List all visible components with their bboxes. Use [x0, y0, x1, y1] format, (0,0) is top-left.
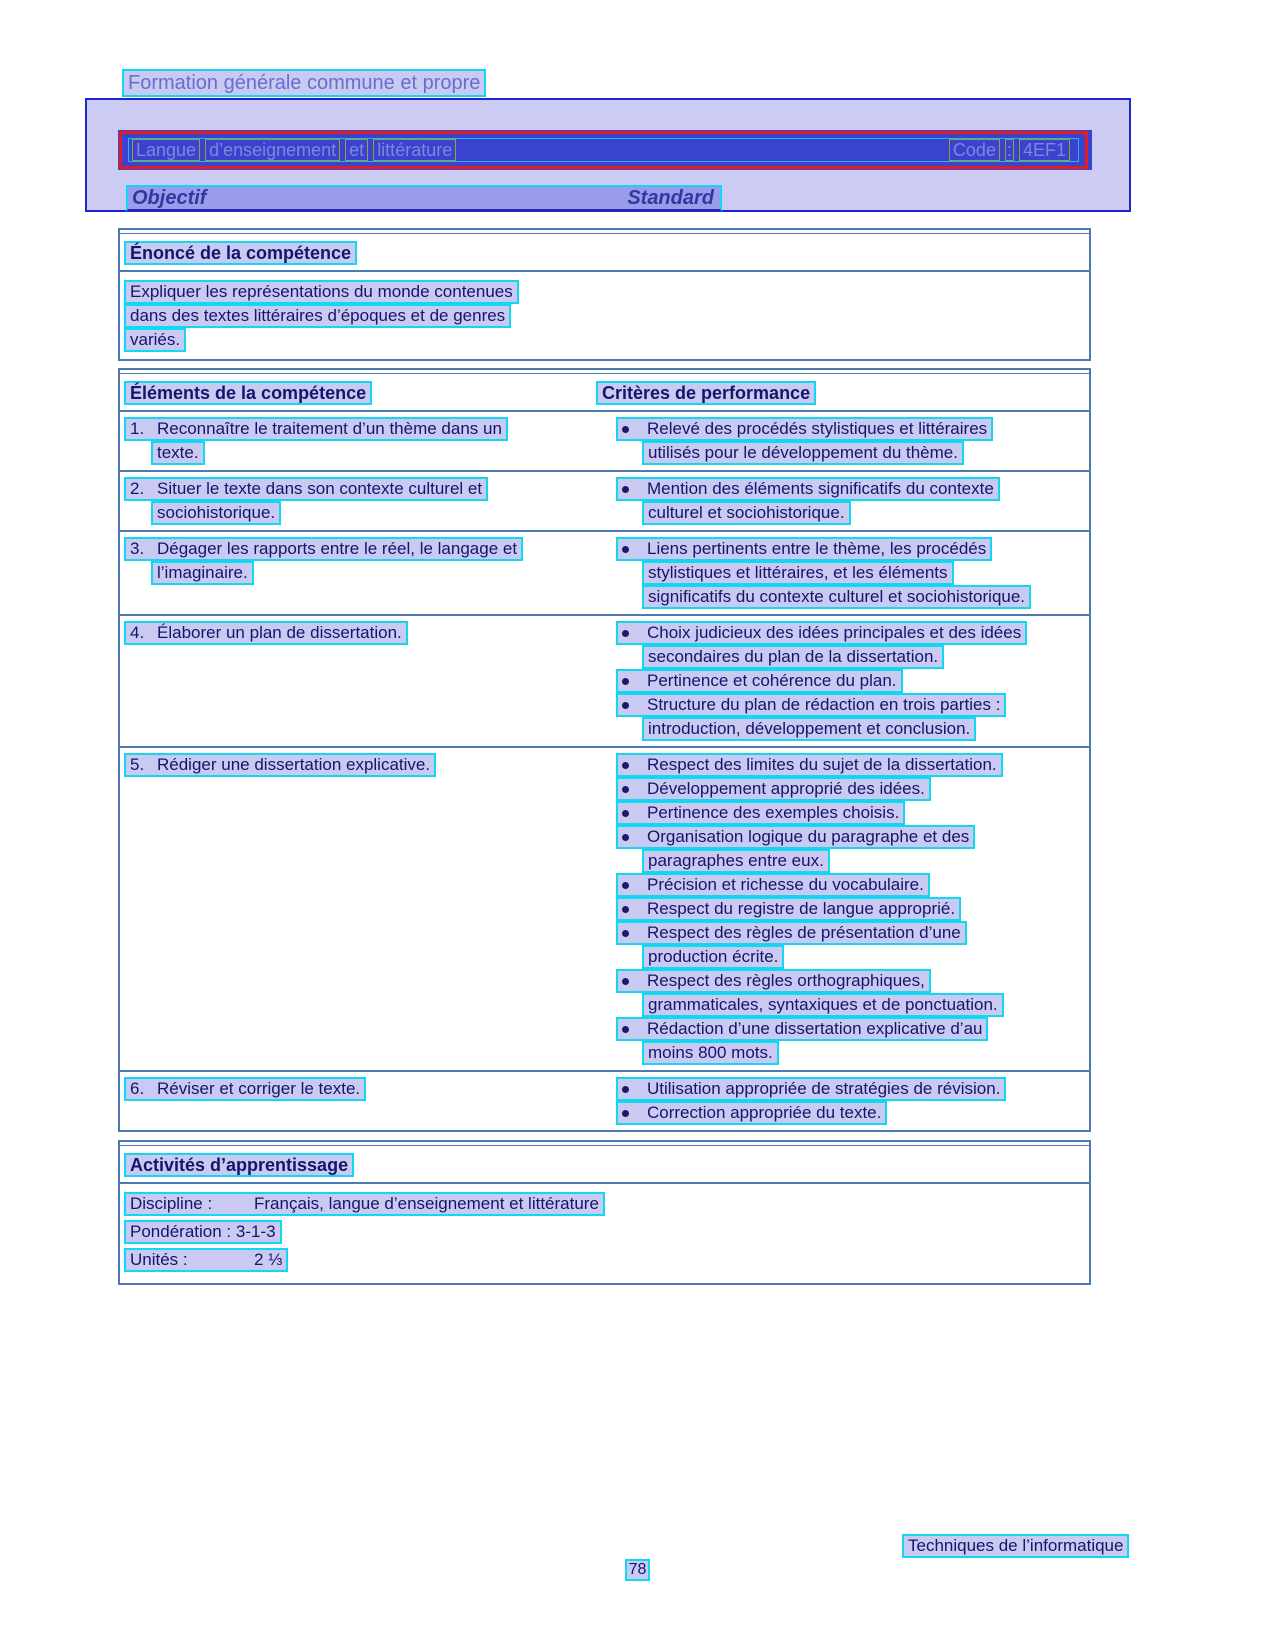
enonce-line	[124, 280, 1089, 304]
banner-text-row	[128, 138, 1079, 162]
criterion-line-text: Relevé des procédés stylistiques et littéraires	[616, 417, 993, 441]
enonce-line-text: dans des textes littéraires d’époques et de genres	[124, 304, 511, 328]
criterion-bullet	[622, 1103, 647, 1123]
criterion-line-text: secondaires du plan de la dissertation.	[642, 645, 944, 669]
activity-label: Pondération :	[130, 1222, 232, 1241]
criterion-line-text: significatifs du contexte culturel et sociohistorique.	[642, 585, 1031, 609]
banner-word: littérature	[373, 139, 456, 161]
criteria-cell	[592, 753, 1089, 1065]
bullet-icon	[622, 486, 629, 493]
element-cell	[120, 477, 592, 525]
criterion-line-text: Respect des règles de présentation d’une	[616, 921, 967, 945]
element-line	[124, 1077, 592, 1101]
criterion-bullet	[622, 1079, 647, 1099]
footer-program	[902, 1534, 1129, 1558]
code-colon: :	[1006, 140, 1012, 160]
criterion-bullet	[622, 875, 647, 895]
criterion-line-text: stylistiques et littéraires, et les éléments	[642, 561, 954, 585]
criterion-bullet	[622, 827, 647, 847]
criteria-cell	[592, 537, 1089, 609]
criterion-line	[616, 825, 1089, 849]
element-cell	[120, 1077, 592, 1125]
criterion-line	[616, 801, 1089, 825]
criterion-line-text: Pertinence des exemples choisis.	[616, 801, 905, 825]
element-line	[124, 417, 592, 441]
element-number: 3.	[130, 539, 145, 558]
bullet-icon	[622, 1086, 629, 1093]
elements-header: Éléments de la compétence	[124, 381, 372, 405]
criterion-bullet	[622, 539, 647, 559]
competence-row	[120, 746, 1089, 1070]
criterion-line-text: Liens pertinents entre le thème, les procédés	[616, 537, 992, 561]
criterion-line-text: Choix judicieux des idées principales et des idées	[616, 621, 1027, 645]
criterion-bullet	[622, 779, 647, 799]
element-line-text: 3. Dégager les rapports entre le réel, le langage et	[124, 537, 523, 561]
criterion-line	[616, 669, 1089, 693]
criterion-bullet	[622, 899, 647, 919]
criterion-line	[616, 477, 1089, 501]
criterion-line	[616, 969, 1089, 993]
banner-word: Langue	[132, 139, 200, 161]
element-line	[124, 537, 592, 561]
criterion-bullet	[622, 479, 647, 499]
standard-heading: Standard	[627, 186, 714, 209]
page-header	[122, 69, 486, 97]
activity-text	[124, 1248, 288, 1272]
bullet-icon	[622, 786, 629, 793]
element-line-text: 2. Situer le texte dans son contexte culturel et	[124, 477, 488, 501]
criterion-bullet	[622, 1019, 647, 1039]
enonce-line-text: variés.	[124, 328, 186, 352]
criterion-line-text: Rédaction d’une dissertation explicative d’au	[616, 1017, 988, 1041]
activity-text	[124, 1192, 605, 1216]
element-number: 4.	[130, 623, 145, 642]
criterion-line-text: grammaticales, syntaxiques et de ponctuation.	[642, 993, 1004, 1017]
criterion-bullet	[622, 755, 647, 775]
criterion-line-text: Mention des éléments significatifs du contexte	[616, 477, 1000, 501]
criterion-line-text: Respect des limites du sujet de la dissertation.	[616, 753, 1003, 777]
bullet-icon	[622, 978, 629, 985]
criteres-header: Critères de performance	[596, 381, 816, 405]
criterion-line	[642, 561, 1089, 585]
activites-header-row	[120, 1142, 1089, 1184]
criterion-line-text: Organisation logique du paragraphe et des	[616, 825, 975, 849]
element-line	[151, 441, 592, 465]
criterion-bullet	[622, 671, 647, 691]
criterion-line	[642, 585, 1089, 609]
element-line	[124, 753, 592, 777]
competence-row	[120, 530, 1089, 614]
criterion-line-text: Correction appropriée du texte.	[616, 1101, 887, 1125]
criteria-cell	[592, 621, 1089, 741]
bullet-icon	[622, 834, 629, 841]
criterion-line-text: Utilisation appropriée de stratégies de révision.	[616, 1077, 1006, 1101]
element-line-text: 6. Réviser et corriger le texte.	[124, 1077, 366, 1101]
element-line-text: 4. Élaborer un plan de dissertation.	[124, 621, 408, 645]
element-cell	[120, 753, 592, 1065]
element-cell	[120, 537, 592, 609]
activity-row	[124, 1248, 1089, 1276]
banner-word: d’enseignement	[205, 139, 340, 161]
banner-word: et	[345, 139, 368, 161]
banner-red-frame	[119, 131, 1088, 169]
enonce-header-row	[120, 230, 1089, 272]
criterion-line-text: Respect des règles orthographiques,	[616, 969, 931, 993]
criterion-line	[616, 621, 1089, 645]
enonce-line	[124, 304, 1089, 328]
criterion-line	[642, 945, 1089, 969]
activity-row	[124, 1220, 1089, 1248]
competence-row	[120, 614, 1089, 746]
criterion-line	[616, 693, 1089, 717]
competence-rows	[120, 410, 1089, 1130]
criterion-line	[642, 501, 1089, 525]
element-cell	[120, 621, 592, 741]
criterion-line-text: utilisés pour le développement du thème.	[642, 441, 964, 465]
bullet-icon	[622, 630, 629, 637]
element-number: 1.	[130, 419, 145, 438]
criteria-cell	[592, 1077, 1089, 1125]
competence-row	[120, 410, 1089, 470]
criterion-bullet	[622, 419, 647, 439]
bullet-icon	[622, 1026, 629, 1033]
code-value: 4EF1	[1019, 139, 1070, 161]
criterion-line-text: introduction, développement et conclusion.	[642, 717, 976, 741]
criteria-cell	[592, 477, 1089, 525]
bullet-icon	[622, 810, 629, 817]
footer-program-text: Techniques de l’informatique	[902, 1534, 1129, 1558]
enonce-body	[120, 272, 1089, 359]
criterion-line	[616, 1101, 1089, 1125]
bullet-icon	[622, 882, 629, 889]
course-title	[132, 139, 461, 161]
competence-row	[120, 470, 1089, 530]
code-label: Code	[949, 139, 1000, 161]
criterion-line-text: moins 800 mots.	[642, 1041, 779, 1065]
activites-header: Activités d’apprentissage	[124, 1153, 354, 1177]
bullet-icon	[622, 1110, 629, 1117]
activity-text	[124, 1220, 282, 1244]
criteria-cell	[592, 417, 1089, 465]
criterion-line-text: Précision et richesse du vocabulaire.	[616, 873, 930, 897]
criterion-line	[642, 849, 1089, 873]
criterion-line	[616, 417, 1089, 441]
bullet-icon	[622, 702, 629, 709]
element-number: 6.	[130, 1079, 145, 1098]
activity-row	[124, 1192, 1089, 1220]
element-line-text: sociohistorique.	[151, 501, 281, 525]
activity-label: Unités :	[130, 1250, 188, 1269]
criterion-line	[642, 1041, 1089, 1065]
page-number: 78	[625, 1559, 651, 1581]
criterion-line	[642, 441, 1089, 465]
criterion-line-text: culturel et sociohistorique.	[642, 501, 851, 525]
activites-table	[118, 1140, 1091, 1285]
bullet-icon	[622, 426, 629, 433]
criterion-bullet	[622, 923, 647, 943]
activity-value: 2 ⅓	[254, 1250, 283, 1269]
activites-body	[120, 1184, 1089, 1283]
element-line-text: l’imaginaire.	[151, 561, 254, 585]
enonce-table	[118, 228, 1091, 361]
criterion-bullet	[622, 695, 647, 715]
criterion-line	[616, 1017, 1089, 1041]
criterion-line	[642, 645, 1089, 669]
course-code	[949, 139, 1075, 161]
page-header-text: Formation générale commune et propre	[122, 69, 486, 97]
criterion-line-text: production écrite.	[642, 945, 784, 969]
criterion-line-text: Développement approprié des idées.	[616, 777, 931, 801]
criterion-line	[616, 753, 1089, 777]
title-block	[85, 98, 1131, 212]
bullet-icon	[622, 762, 629, 769]
criterion-line-text: Respect du registre de langue approprié.	[616, 897, 961, 921]
criterion-line-text: paragraphes entre eux.	[642, 849, 830, 873]
element-line	[151, 561, 592, 585]
enonce-header: Énoncé de la compétence	[124, 241, 357, 265]
course-banner	[118, 130, 1092, 170]
criterion-bullet	[622, 623, 647, 643]
element-line-text: texte.	[151, 441, 205, 465]
criterion-line	[616, 537, 1089, 561]
bullet-icon	[622, 678, 629, 685]
competence-table	[118, 368, 1091, 1132]
criterion-line	[616, 921, 1089, 945]
criterion-line	[616, 873, 1089, 897]
element-cell	[120, 417, 592, 465]
competence-row	[120, 1070, 1089, 1130]
bullet-icon	[622, 546, 629, 553]
criterion-bullet	[622, 803, 647, 823]
element-line	[124, 477, 592, 501]
criterion-bullet	[622, 971, 647, 991]
element-line	[151, 501, 592, 525]
criterion-line	[642, 993, 1089, 1017]
activity-value: Français, langue d’enseignement et littérature	[254, 1194, 599, 1213]
bullet-icon	[622, 906, 629, 913]
element-line	[124, 621, 592, 645]
element-line-text: 5. Rédiger une dissertation explicative.	[124, 753, 436, 777]
criterion-line	[642, 717, 1089, 741]
objectif-heading: Objectif	[132, 186, 207, 209]
enonce-line	[124, 328, 1089, 352]
element-number: 5.	[130, 755, 145, 774]
bullet-icon	[622, 930, 629, 937]
element-number: 2.	[130, 479, 145, 498]
criterion-line-text: Structure du plan de rédaction en trois parties :	[616, 693, 1006, 717]
activity-value: 3-1-3	[235, 1222, 276, 1241]
criterion-line-text: Pertinence et cohérence du plan.	[616, 669, 903, 693]
criterion-line	[616, 1077, 1089, 1101]
objectif-standard-strip	[126, 185, 722, 212]
page-number-row	[0, 1559, 1275, 1581]
element-line-text: 1. Reconnaître le traitement d’un thème dans un	[124, 417, 508, 441]
enonce-line-text: Expliquer les représentations du monde contenues	[124, 280, 519, 304]
criterion-line	[616, 897, 1089, 921]
competence-header-row	[120, 370, 1089, 410]
criterion-line	[616, 777, 1089, 801]
activity-label: Discipline :	[130, 1194, 213, 1213]
